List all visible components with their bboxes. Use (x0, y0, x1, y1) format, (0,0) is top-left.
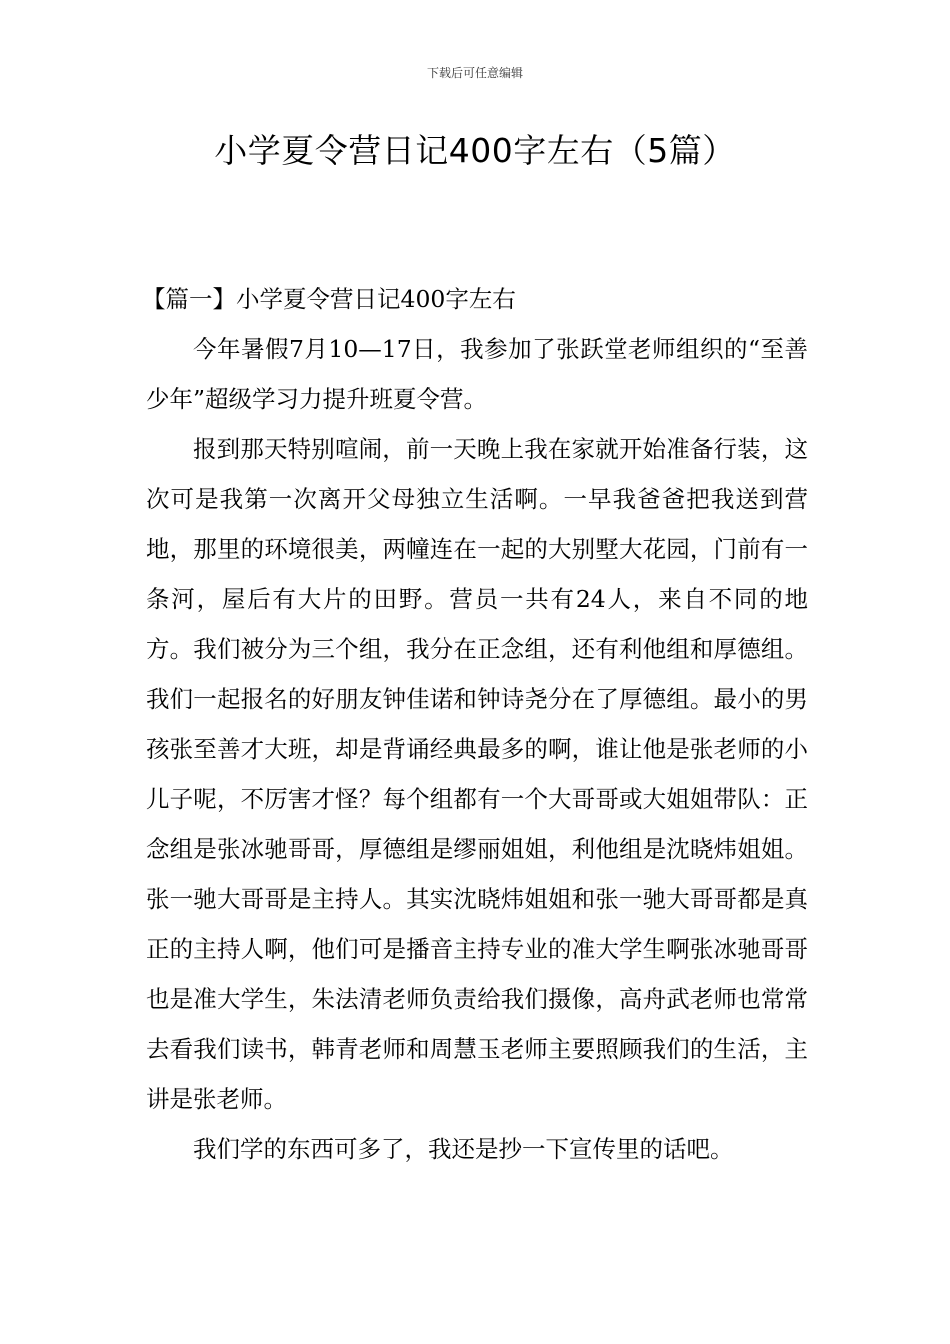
header-note: 下载后可任意编辑 (426, 66, 523, 80)
paragraph: 今年暑假7月10—17日，我参加了张跃堂老师组织的“至善少年”超级学习力提升班夏令营。 (146, 335, 808, 413)
paragraph: 我们学的东西可多了，我还是抄一下宣传里的话吧。 (193, 1135, 734, 1163)
paragraph: 报到那天特别喧闹，前一天晚上我在家就开始准备行装，这次可是我第一次离开父母独立生活啊。一早我爸爸把我送到营地，那里的环境很美，两幢连在一起的大别墅大花园，门前有一条河，屋后有大片的田野。营员一共有24人，来自不同的地方。我们被分为三个组，我分在正念组，还有利他组和厚德组。我们一起报名的好朋友钟佳诺和钟诗尧分在了厚德组。最小的男孩张至善才大班，却是背诵经典最多的啊，谁让他是张老师的小儿子呢，不厉害才怪？每个组都有一个大哥哥或大姐姐带队：正念组是张冰驰哥哥，厚德组是缪丽姐姐，利他组是沈晓炜姐姐。张一驰大哥哥是主持人。其实沈晓炜姐姐和张一驰大哥哥都是真正的主持人啊，他们可是播音主持专业的准大学生啊张冰驰哥哥也是准大学生，朱法清老师负责给我们摄像，高舟武老师也常常去看我们读书，韩青老师和周慧玉老师主要照顾我们的生活，主讲是张老师。 (146, 435, 808, 1113)
section-heading: 【篇一】小学夏令营日记400字左右 (142, 285, 516, 313)
document-title: 小学夏令营日记400字左右（5篇） (214, 131, 736, 170)
document-body (142, 274, 808, 1174)
